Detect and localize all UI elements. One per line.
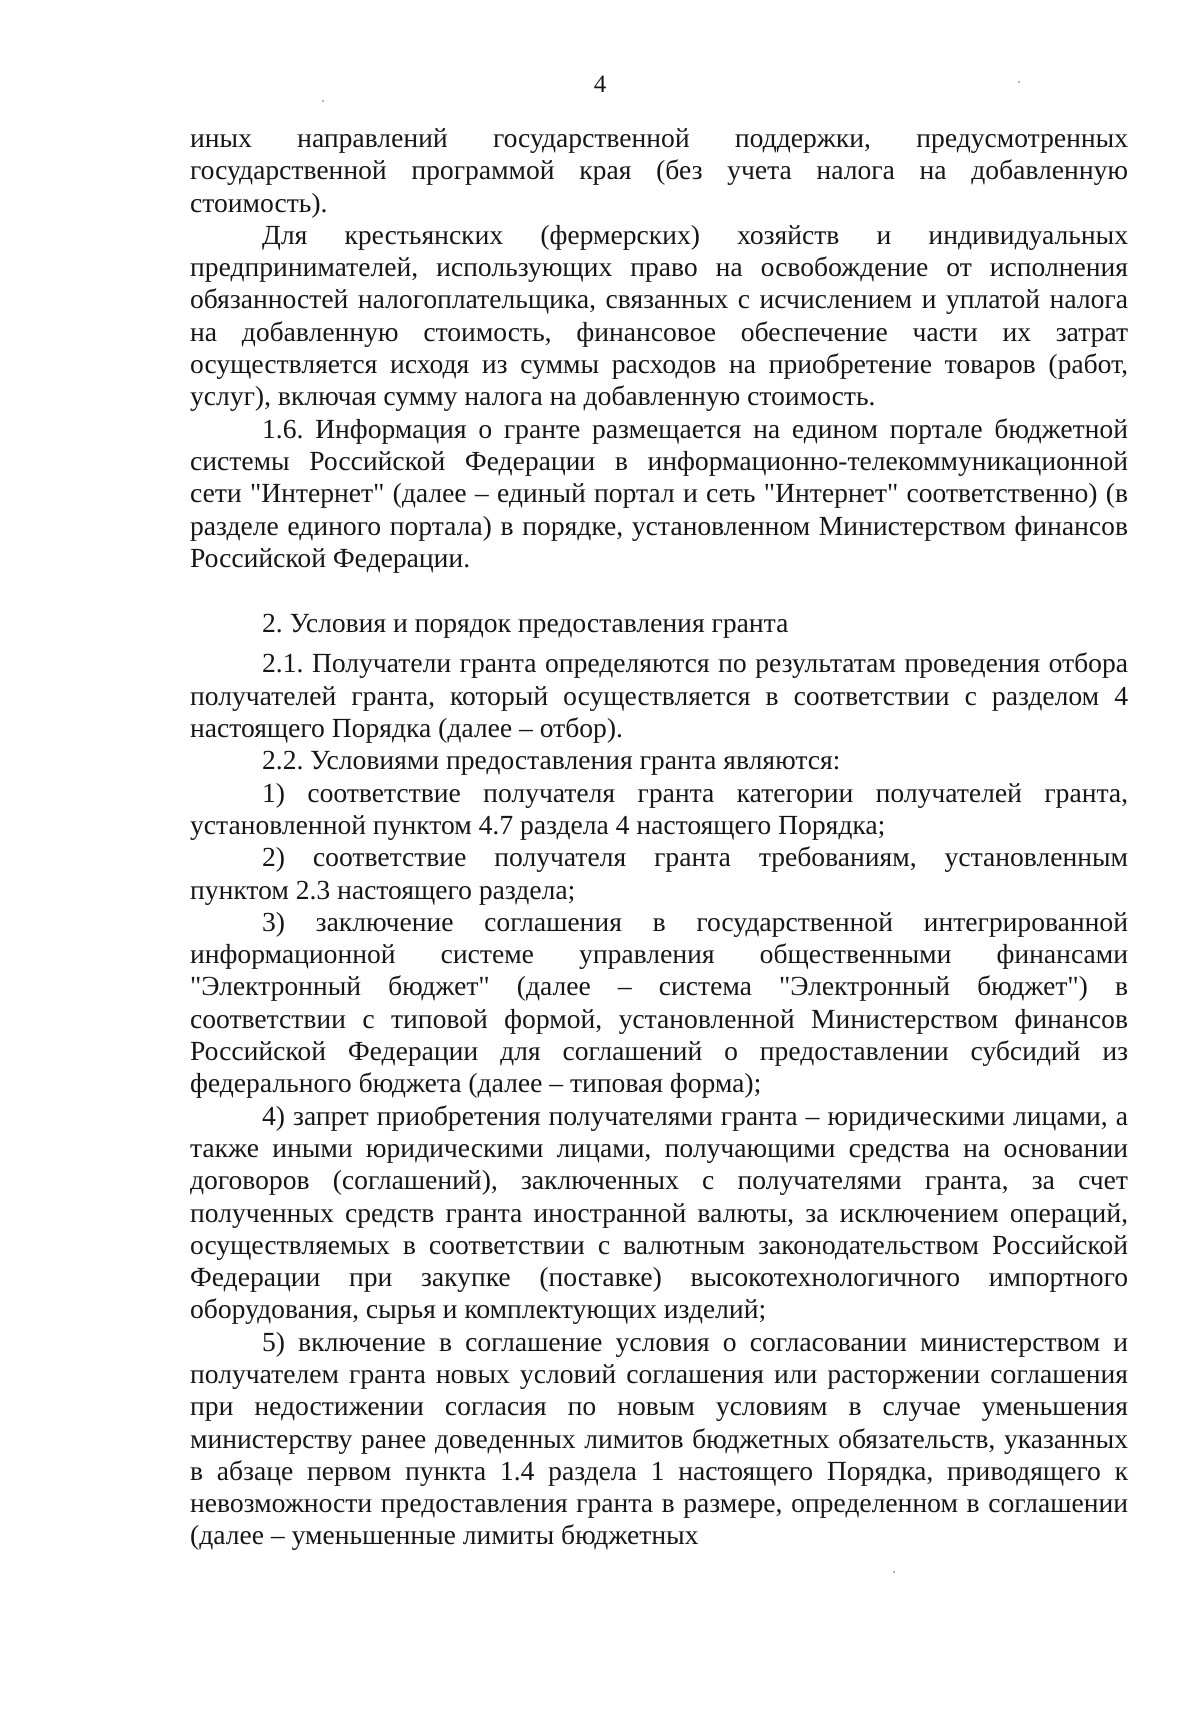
document-body [190, 122, 1128, 1552]
scan-speck [893, 1571, 895, 1573]
page-number: 4 [593, 71, 607, 98]
section-heading-2: 2. Условия и порядок предоставления гранта [262, 607, 789, 639]
list-item-3: 3) заключение соглашения в государственной интегрированной информационной системе управления общественными финансами "Электронный бюджет" (далее – система "Электронный бюджет") в соответствии с типовой формой, установленной Министерством финансов Российской Федерации для соглашений о предоставлении субсидий из федерального бюджета (далее – типовая форма); [190, 905, 1128, 1099]
paragraph-peasant-farms: Для крестьянских (фермерских) хозяйств и индивидуальных предпринимателей, использующих право на освобождение от исполнения обязанностей налогоплательщика, связанных с исчислением и уплатой налога на добавленную стоимость, финансовое обеспечение части их затрат осуществляется исходя из суммы расходов на приобретение товаров (работ, услуг), включая сумму налога на добавленную стоимость. [190, 218, 1128, 412]
list-item-1: 1) соответствие получателя гранта категории получателей гранта, установленной пунктом 4.7 раздела 4 настоящего Порядка; [190, 776, 1128, 840]
paragraph-continuation: иных направлений государственной поддержки, предусмотренных государственной программой края (без учета налога на добавленную стоимость). [190, 122, 1128, 218]
scan-speck [1018, 81, 1020, 83]
paragraph-2-2: 2.2. Условиями предоставления гранта являются: [262, 744, 841, 776]
list-item-5: 5) включение в соглашение условия о согласовании министерством и получателем гранта новых условий соглашения или расторжении соглашения при недостижении согласия по новым условиям в случае уменьшения министерству ранее доведенных лимитов бюджетных обязательств, указанных в абзаце первом пункта 1.4 раздела 1 настоящего Порядка, приводящего к невозможности предоставления гранта в размере, определенном в соглашении (далее – уменьшенные лимиты бюджетных [190, 1325, 1128, 1551]
list-item-4: 4) запрет приобретения получателями гранта – юридическими лицами, а также иными юридическими лицами, получающими средства на основании договоров (соглашений), заключенных с получателями гранта, за счет полученных средств гранта иностранной валюты, за исключением операций, осуществляемых в соответствии с валютным законодательством Российской Федерации при закупке (поставке) высокотехнологичного импортного оборудования, сырья и комплектующих изделий; [190, 1099, 1128, 1325]
paragraph-2-1: 2.1. Получатели гранта определяются по результатам проведения отбора получателей гранта, который осуществляется в соответствии с разделом 4 настоящего Порядка (далее – отбор). [190, 647, 1128, 744]
list-item-2: 2) соответствие получателя гранта требованиям, установленным пунктом 2.3 настоящего раздела; [190, 841, 1128, 905]
paragraph-1-6: 1.6. Информация о гранте размещается на едином портале бюджетной системы Российской Федерации в информационно-телекоммуникационной сети "Интернет" (далее – единый портал и сеть "Интернет" соответственно) (в разделе единого портала) в порядке, установленном Министерством финансов Российской Федерации. [190, 412, 1128, 573]
scan-speck [322, 100, 324, 102]
